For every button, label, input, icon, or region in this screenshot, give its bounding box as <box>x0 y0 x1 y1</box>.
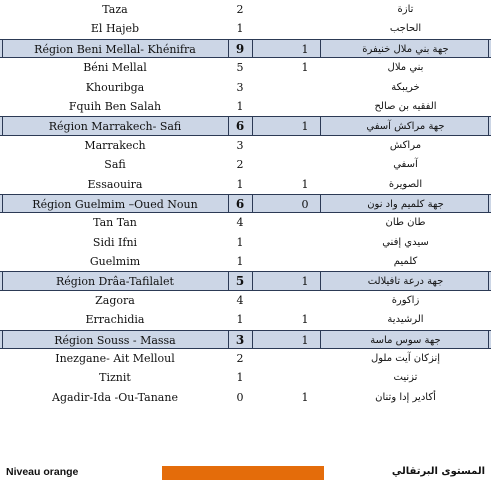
secondary-count-cell: 1 <box>301 61 309 75</box>
name-ar-cell: تازة <box>397 4 414 15</box>
secondary-count-cell <box>290 291 320 310</box>
secondary-count-cell <box>290 97 320 116</box>
count-cell: 2 <box>236 158 244 172</box>
name-ar-cell: جهة مراكش آسفي <box>366 121 445 133</box>
secondary-count-cell: 1 <box>301 390 309 404</box>
legend <box>0 462 491 484</box>
name-fr-cell: Taza <box>102 3 128 16</box>
count-cell: 1 <box>236 255 244 269</box>
city-row <box>0 155 491 174</box>
secondary-count-cell: 1 <box>301 313 309 327</box>
name-ar-cell: جهة كلميم واد نون <box>367 198 444 210</box>
legend-label-ar: المستوى البرتقالي <box>391 466 485 477</box>
name-fr-cell: Région Beni Mellal- Khénifra <box>34 42 196 56</box>
city-row <box>0 233 491 252</box>
count-cell: 3 <box>236 138 244 152</box>
name-ar-cell: سيدي إفني <box>382 236 429 248</box>
name-ar-cell: الحاجب <box>389 23 422 35</box>
secondary-count-cell <box>290 78 320 97</box>
region-row <box>0 194 491 213</box>
name-fr-cell: Essaouira <box>87 177 143 191</box>
count-cell: 1 <box>236 177 244 191</box>
legend-label-fr: Niveau orange <box>6 466 79 478</box>
name-ar-cell: أكادير إدا وتنان <box>375 391 436 403</box>
count-cell: 2 <box>236 3 244 16</box>
name-fr-cell: Fquih Ben Salah <box>68 99 162 113</box>
name-ar-cell: جهة سوس ماسة <box>370 334 441 346</box>
secondary-count-cell: 1 <box>301 120 309 134</box>
secondary-count-cell <box>290 252 320 271</box>
column-divider <box>252 117 253 134</box>
name-fr-cell: Région Marrakech- Safi <box>48 120 182 134</box>
column-divider <box>252 195 253 212</box>
count-cell: 1 <box>236 235 244 249</box>
name-fr-cell: Marrakech <box>84 138 146 152</box>
secondary-count-cell <box>290 19 320 38</box>
name-fr-cell: Région Guelmim –Oued Noun <box>32 197 198 211</box>
name-ar-cell: جهة بني ملال خنيفرة <box>362 43 449 55</box>
secondary-count-cell: 1 <box>301 275 309 289</box>
city-row <box>0 349 491 368</box>
name-ar-cell: زاكورة <box>391 294 420 306</box>
city-row <box>0 78 491 97</box>
count-cell: 4 <box>236 216 244 230</box>
city-row <box>0 0 491 19</box>
name-fr-cell: Tan Tan <box>93 216 137 230</box>
region-row <box>0 116 491 135</box>
secondary-count-cell <box>290 349 320 368</box>
city-row <box>0 97 491 116</box>
name-fr-cell: El Hajeb <box>90 22 140 36</box>
name-fr-cell: Safi <box>104 158 126 172</box>
secondary-count-cell: 1 <box>301 177 309 191</box>
region-row <box>0 271 491 290</box>
count-cell: 2 <box>236 352 244 366</box>
city-row <box>0 388 491 407</box>
name-fr-cell: Région Drâa-Tafilalet <box>56 275 174 289</box>
name-fr-cell: Agadir-Ida -Ou-Tanane <box>52 390 178 404</box>
city-row <box>0 175 491 194</box>
count-cell: 1 <box>236 99 244 113</box>
city-row <box>0 213 491 232</box>
column-divider <box>252 40 253 57</box>
count-cell: 5 <box>236 61 244 75</box>
secondary-count-cell <box>290 0 320 19</box>
secondary-count-cell: 1 <box>301 333 309 347</box>
name-ar-cell: الفقيه بن صالح <box>374 100 437 112</box>
column-divider <box>252 272 253 289</box>
name-ar-cell: طان طان <box>385 217 426 229</box>
name-fr-cell: Sidi Ifni <box>92 235 138 249</box>
secondary-count-cell <box>290 233 320 252</box>
secondary-count-cell <box>290 213 320 232</box>
city-row <box>0 19 491 38</box>
count-cell: 9 <box>235 41 245 56</box>
name-ar-cell: آسفي <box>393 159 418 171</box>
name-ar-cell: الرشيدية <box>387 314 424 326</box>
name-ar-cell: كلميم <box>393 256 418 268</box>
secondary-count-cell <box>290 136 320 155</box>
name-ar-cell: جهة درعة تافيلالت <box>367 276 444 288</box>
name-ar-cell: مراكش <box>389 139 422 151</box>
secondary-count-cell: 1 <box>301 42 309 56</box>
column-divider <box>252 331 253 348</box>
count-cell: 3 <box>235 332 245 347</box>
city-row <box>0 252 491 271</box>
name-ar-cell: بني ملال <box>387 62 424 74</box>
region-row <box>0 39 491 58</box>
name-fr-cell: Inezgane- Ait Melloul <box>55 352 175 366</box>
count-cell: 1 <box>236 313 244 327</box>
count-cell: 5 <box>235 274 245 289</box>
name-fr-cell: Région Souss - Massa <box>54 333 176 347</box>
region-row <box>0 330 491 349</box>
name-fr-cell: Zagora <box>95 293 135 307</box>
name-fr-cell: Tiznit <box>99 371 131 385</box>
count-cell: 0 <box>236 390 244 404</box>
name-fr-cell: Guelmim <box>89 255 141 269</box>
name-fr-cell: Khouribga <box>85 80 145 94</box>
city-row <box>0 310 491 329</box>
name-fr-cell: Errachidia <box>85 313 145 327</box>
city-row <box>0 291 491 310</box>
name-ar-cell: إنزكان آيت ملول <box>370 353 441 365</box>
city-row <box>0 58 491 77</box>
count-cell: 1 <box>236 371 244 385</box>
name-fr-cell: Béni Mellal <box>83 61 147 75</box>
name-ar-cell: تزنيت <box>393 372 418 384</box>
city-row <box>0 368 491 387</box>
legend-orange-swatch <box>162 466 324 480</box>
city-row <box>0 136 491 155</box>
secondary-count-cell <box>290 368 320 387</box>
count-cell: 6 <box>235 119 245 134</box>
secondary-count-cell <box>290 155 320 174</box>
count-cell: 3 <box>236 80 244 94</box>
count-cell: 6 <box>235 196 245 211</box>
secondary-count-cell: 0 <box>301 197 309 211</box>
name-ar-cell: خريبكة <box>391 81 420 93</box>
name-ar-cell: الصويرة <box>388 178 423 190</box>
count-cell: 4 <box>236 293 244 307</box>
count-cell: 1 <box>236 22 244 36</box>
